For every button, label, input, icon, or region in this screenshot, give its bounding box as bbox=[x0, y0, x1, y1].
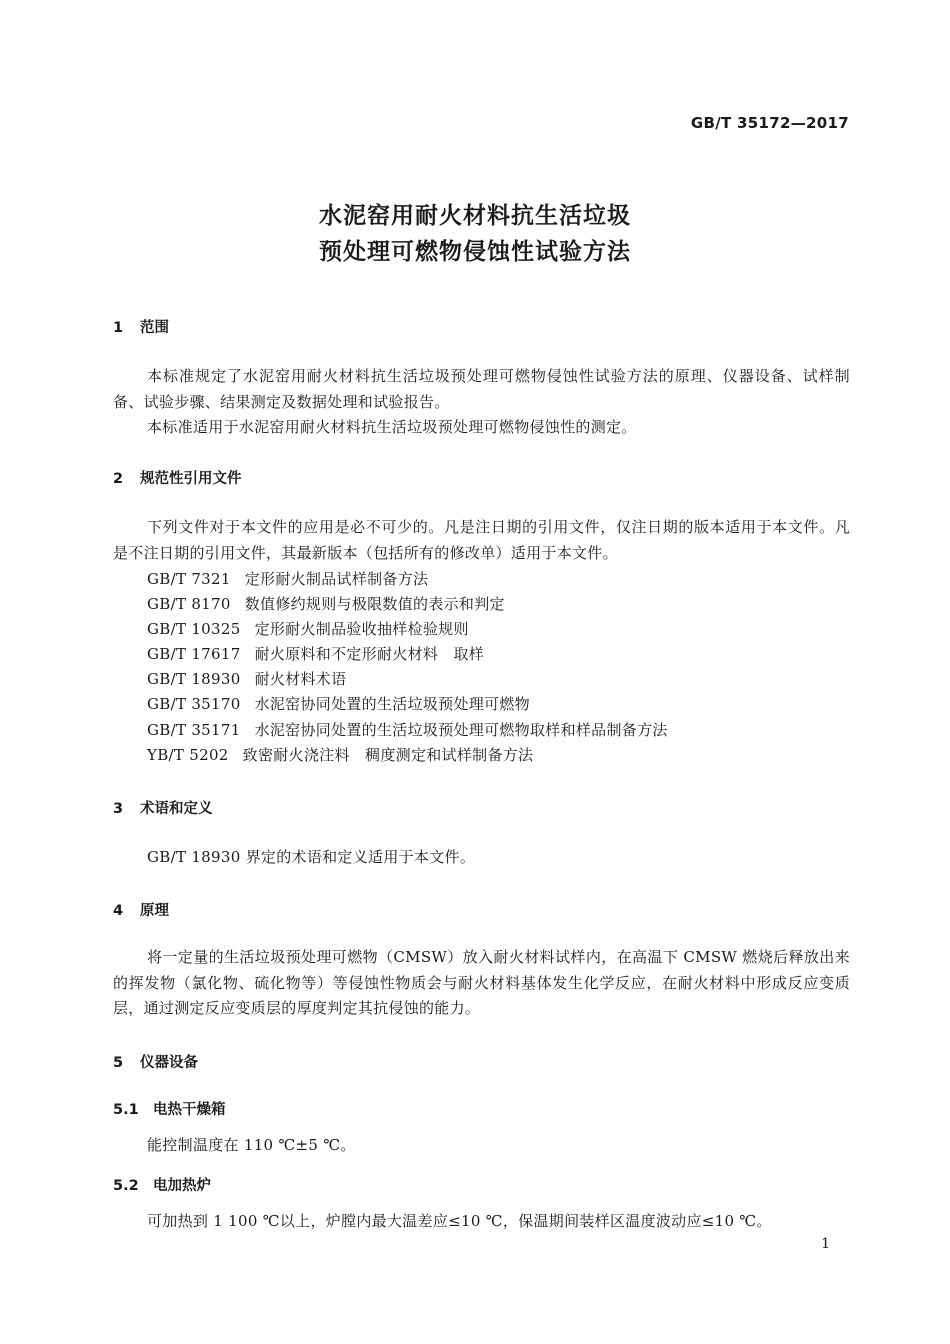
standard-code: GB/T 35172—2017 bbox=[690, 114, 849, 132]
section-1-heading bbox=[113, 316, 169, 337]
section-title: 范围 bbox=[140, 320, 169, 336]
reference-code: YB/T 5202 bbox=[147, 746, 229, 764]
reference-item bbox=[147, 668, 346, 689]
subsection-5-1-heading bbox=[113, 1098, 226, 1119]
reference-title: 定形耐火制品试样制备方法 bbox=[244, 570, 429, 588]
section-number: 3 bbox=[113, 801, 124, 817]
document-title-line2: 预处理可燃物侵蚀性试验方法 bbox=[319, 239, 631, 265]
reference-code: GB/T 35170 bbox=[147, 695, 241, 713]
reference-code: GB/T 18930 bbox=[147, 670, 241, 688]
reference-title: 数值修约规则与极限数值的表示和判定 bbox=[244, 595, 505, 613]
section-number: 2 bbox=[113, 471, 124, 487]
subsection-title: 电加热炉 bbox=[153, 1178, 211, 1194]
reference-item bbox=[147, 744, 533, 765]
reference-item bbox=[147, 643, 484, 664]
section-3-heading bbox=[113, 797, 213, 818]
section-number: 4 bbox=[113, 903, 124, 919]
reference-title: 水泥窑协同处置的生活垃圾预处理可燃物 bbox=[254, 695, 530, 713]
subsection-5-1-text: 能控制温度在 110 ℃±5 ℃。 bbox=[147, 1136, 356, 1154]
section-4-heading bbox=[113, 899, 169, 920]
subsection-number: 5.1 bbox=[113, 1102, 139, 1118]
page-number: 1 bbox=[821, 1236, 830, 1252]
section-title: 规范性引用文件 bbox=[140, 471, 242, 487]
subsection-5-2-text: 可加热到 1 100 ℃以上，炉膛内最大温差应≤10 ℃，保温期间装样区温度波动应≤10 ℃。 bbox=[147, 1212, 772, 1230]
reference-title: 定形耐火制品验收抽样检验规则 bbox=[254, 620, 469, 638]
section-5-heading bbox=[113, 1051, 198, 1072]
reference-code: GB/T 8170 bbox=[147, 595, 231, 613]
section-3-text: GB/T 18930 界定的术语和定义适用于本文件。 bbox=[147, 848, 476, 866]
reference-title: 耐火原料和不定形耐火材料 取样 bbox=[254, 645, 485, 663]
reference-code: GB/T 10325 bbox=[147, 620, 241, 638]
section-2-heading bbox=[113, 467, 242, 488]
document-title-line1: 水泥窑用耐火材料抗生活垃圾 bbox=[319, 203, 631, 229]
section-4-text: 将一定量的生活垃圾预处理可燃物（CMSW）放入耐火材料试样内，在高温下 CMSW 燃烧后释放出来的挥发物（氯化物、硫化物等）等侵蚀性物质会与耐火材料基体发生化学反应，在耐火材料中形成反应变质层，通过测定反应变质层的厚度判定其抗侵蚀的能力。 bbox=[113, 948, 850, 1017]
subsection-number: 5.2 bbox=[113, 1178, 139, 1194]
subsection-title: 电热干燥箱 bbox=[153, 1102, 226, 1118]
reference-title: 致密耐火浇注料 稠度测定和试样制备方法 bbox=[242, 746, 534, 764]
section-2-intro: 下列文件对于本文件的应用是必不可少的。凡是注日期的引用文件，仅注日期的版本适用于本文件。凡是不注日期的引用文件，其最新版本（包括所有的修改单）适用于本文件。 bbox=[113, 518, 850, 562]
reference-item bbox=[147, 618, 469, 639]
section-1-paragraph-2: 本标准适用于水泥窑用耐火材料抗生活垃圾预处理可燃物侵蚀性的测定。 bbox=[147, 418, 637, 436]
reference-item bbox=[147, 693, 530, 714]
section-title: 原理 bbox=[140, 903, 169, 919]
reference-title: 耐火材料术语 bbox=[254, 670, 347, 688]
reference-code: GB/T 17617 bbox=[147, 645, 241, 663]
reference-item bbox=[147, 593, 505, 614]
reference-item bbox=[147, 719, 668, 740]
subsection-5-2-heading bbox=[113, 1174, 211, 1195]
section-title: 术语和定义 bbox=[140, 801, 213, 817]
reference-title: 水泥窑协同处置的生活垃圾预处理可燃物取样和样品制备方法 bbox=[254, 721, 668, 739]
section-number: 5 bbox=[113, 1055, 124, 1071]
section-title: 仪器设备 bbox=[140, 1055, 198, 1071]
reference-code: GB/T 35171 bbox=[147, 721, 241, 739]
reference-code: GB/T 7321 bbox=[147, 570, 231, 588]
reference-item bbox=[147, 568, 428, 589]
section-1-paragraph-1: 本标准规定了水泥窑用耐火材料抗生活垃圾预处理可燃物侵蚀性试验方法的原理、仪器设备、试样制备、试验步骤、结果测定及数据处理和试验报告。 bbox=[113, 367, 850, 411]
section-number: 1 bbox=[113, 320, 124, 336]
